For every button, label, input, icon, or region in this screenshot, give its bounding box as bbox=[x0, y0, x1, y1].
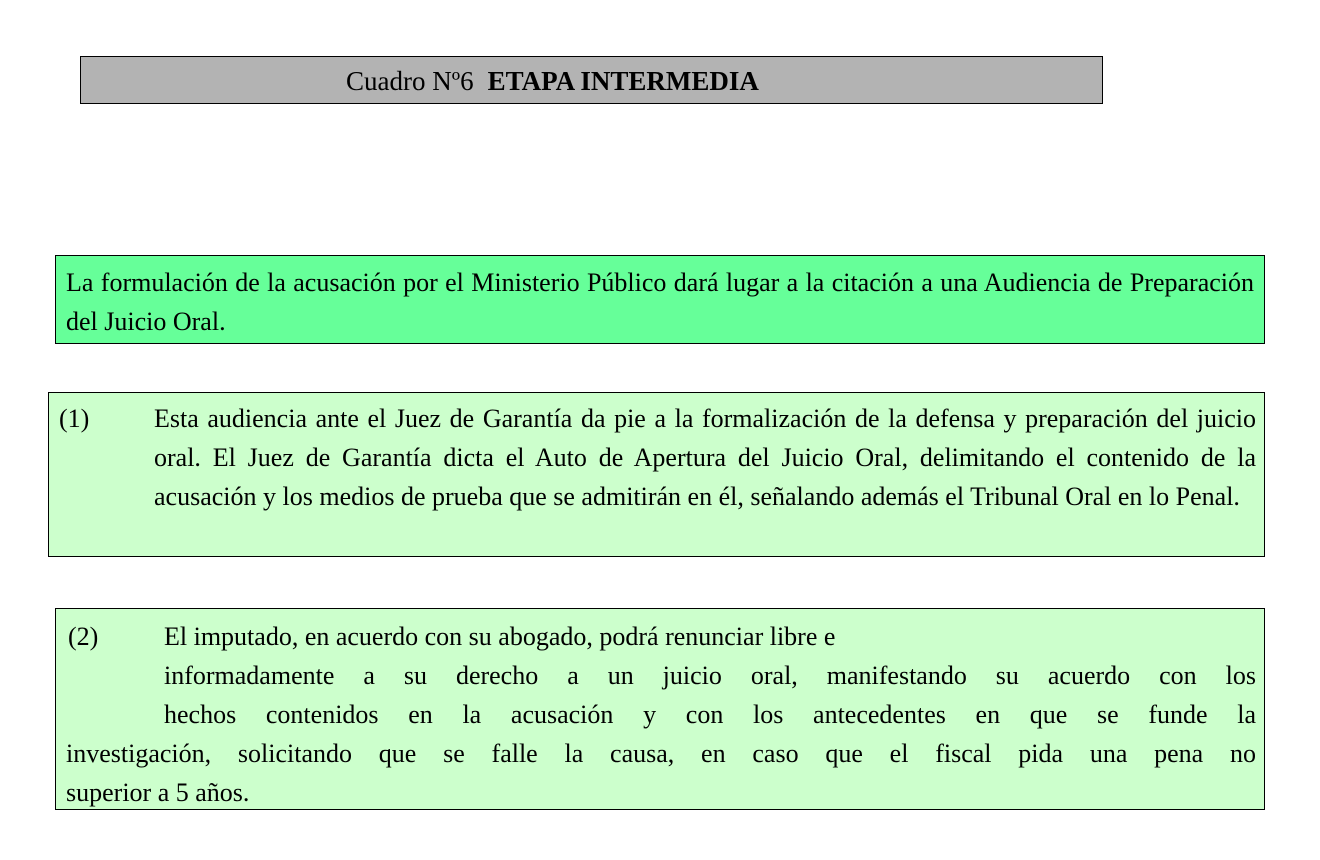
title-heading: ETAPA INTERMEDIA bbox=[487, 66, 759, 96]
title-prefix: Cuadro Nº6 bbox=[346, 66, 474, 96]
item-1-number: (1) bbox=[59, 404, 90, 433]
item-2-box bbox=[55, 608, 1265, 810]
item-1-text: Esta audiencia ante el Juez de Garantía da pie a la formalización de la defensa y preparación del juicio oral. El Juez de Garantía dicta el Auto de Apertura del Juicio Oral, delimitando el contenido de la acusación y los medios de prueba que se admitirán en él, señalando además el Tribunal Oral en lo Penal. bbox=[154, 404, 1256, 511]
item-2-line-5: superior a 5 años. bbox=[66, 778, 250, 807]
item-1-box bbox=[48, 392, 1265, 557]
intro-text: La formulación de la acusación por el Ministerio Público dará lugar a la citación a una Audiencia de Preparación del Juicio Oral. bbox=[66, 268, 1254, 336]
item-2-line-2: informadamente a su derecho a un juicio oral, manifestando su acuerdo con los bbox=[164, 661, 1256, 690]
intro-box bbox=[55, 255, 1265, 344]
title-box bbox=[80, 56, 1103, 104]
item-2-line-3: hechos contenidos en la acusación y con los antecedentes en que se funde la bbox=[164, 700, 1256, 729]
item-2-number: (2) bbox=[68, 622, 99, 651]
item-2-line-4: investigación, solicitando que se falle la causa, en caso que el fiscal pida una pena no bbox=[66, 739, 1256, 768]
item-2-line-1: El imputado, en acuerdo con su abogado, podrá renunciar libre e bbox=[164, 622, 836, 651]
page-title bbox=[346, 57, 759, 105]
